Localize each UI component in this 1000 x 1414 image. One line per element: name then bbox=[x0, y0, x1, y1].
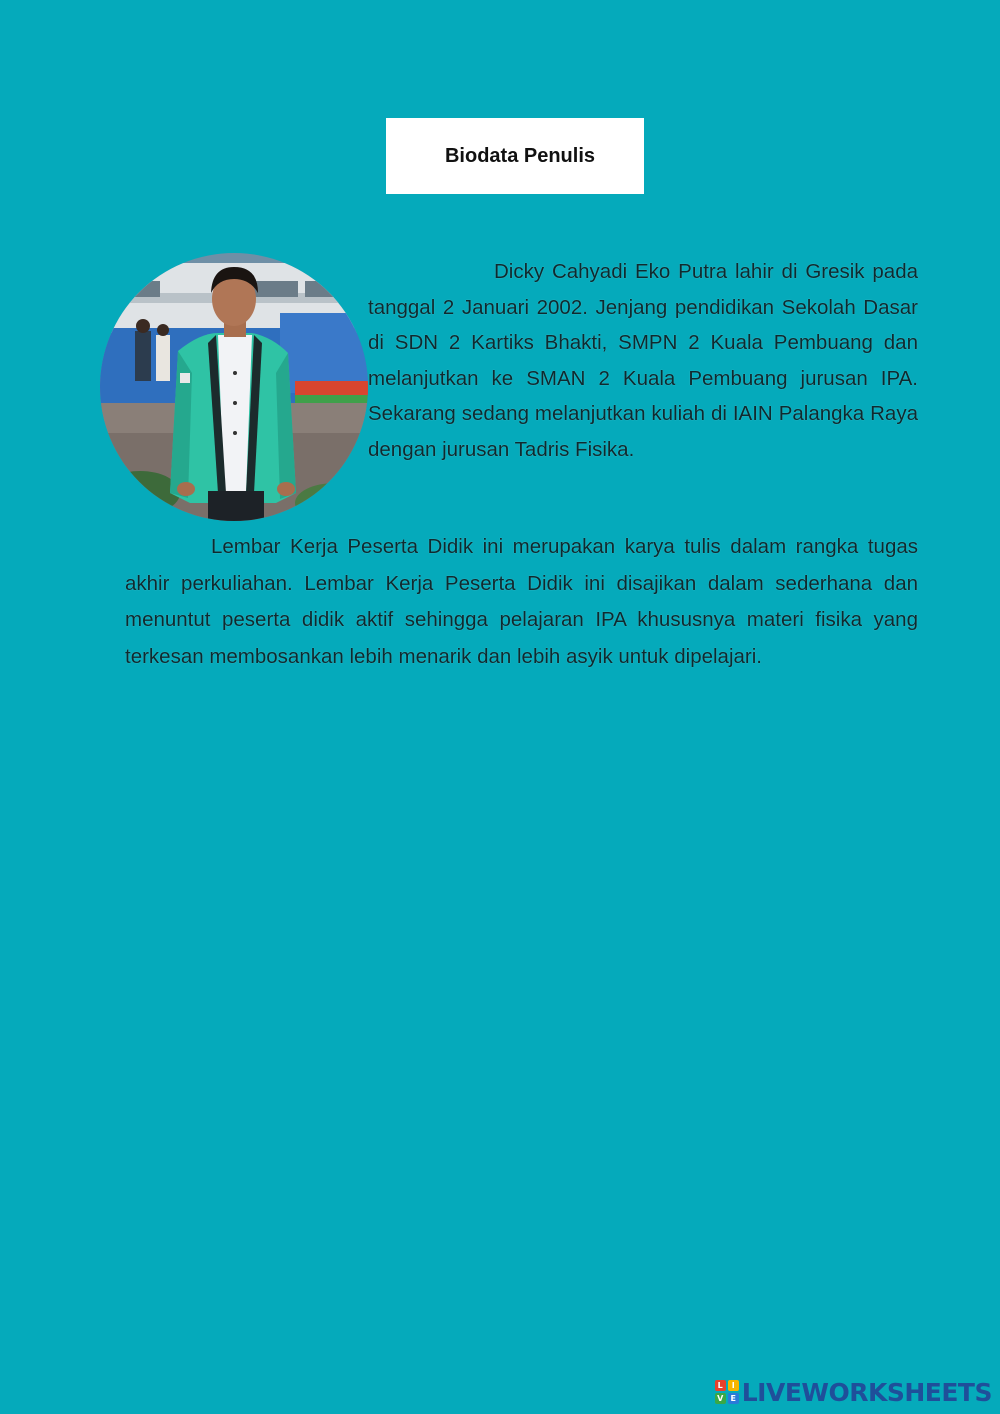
logo-wordmark: LIVEWORKSHEETS bbox=[741, 1377, 992, 1407]
portrait-photo-icon bbox=[100, 253, 368, 521]
logo-letter-i: I bbox=[728, 1380, 739, 1391]
logo-letter-e: E bbox=[728, 1393, 739, 1404]
logo-letter-v: V bbox=[715, 1393, 726, 1404]
page-title: Biodata Penulis bbox=[444, 144, 596, 167]
author-bio-paragraph bbox=[368, 254, 918, 467]
title-box bbox=[386, 118, 644, 194]
logo-letter-grid bbox=[715, 1380, 739, 1404]
liveworksheets-logo bbox=[715, 1378, 992, 1406]
worksheet-description-paragraph: Lembar Kerja Peserta Didik ini merupakan karya tulis dalam rangka tugas akhir perkuliahan. Lembar Kerja Peserta Didik ini disajikan dalam sederhana dan menuntut peserta didik aktif sehingga pelajaran IPA khususnya materi fisika yang terkesan membosankan lebih menarik dan lebih asyik untuk dipelajari. bbox=[125, 535, 918, 668]
author-photo bbox=[100, 253, 368, 521]
author-bio-text: Dicky Cahyadi Eko Putra lahir di Gresik pada tanggal 2 Januari 2002. Jenjang pendidikan Sekolah Dasar di SDN 2 Kartiks Bhakti, SMPN 2 Kuala Pembuang dan melanjutkan ke SMAN 2 Kuala Pembuang jurusan IPA. Sekarang sedang melanjutkan kuliah di IAIN Palangka Raya dengan jurusan Tadris Fisika. bbox=[368, 260, 918, 461]
logo-letter-l: L bbox=[715, 1380, 726, 1391]
